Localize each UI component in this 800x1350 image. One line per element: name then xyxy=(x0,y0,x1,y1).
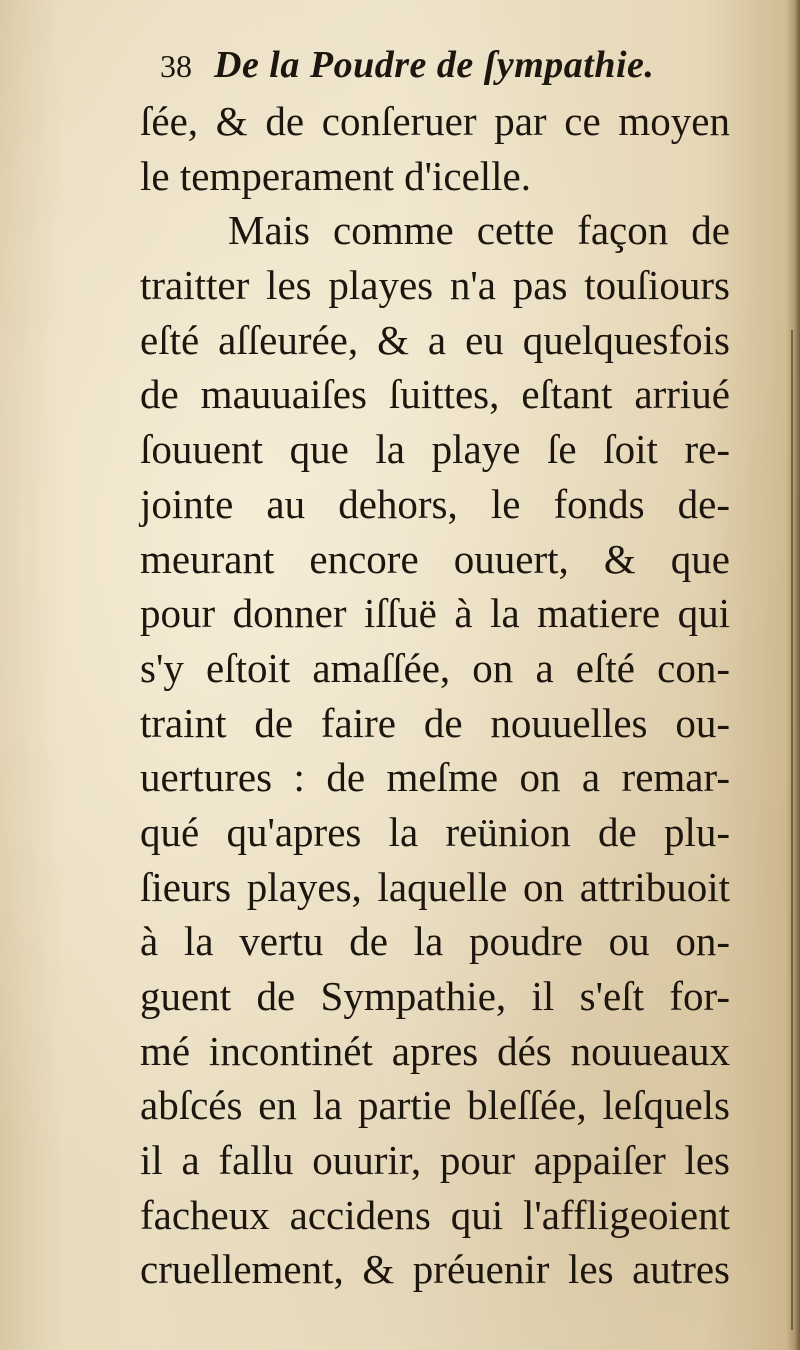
text-line-11: s'y eſtoit amaſſée, on a eſté con- xyxy=(140,644,730,691)
text-line-14: qué qu'apres la reünion de plu- xyxy=(140,808,730,855)
text-line-3: Mais comme cette façon de xyxy=(228,207,730,254)
text-line-17: guent de Sympathie, il s'eſt for- xyxy=(140,973,730,1019)
text-line-2: le temperament d'icelle. xyxy=(140,152,532,199)
text-line-4: traitter les playes n'a pas touſiours xyxy=(140,262,730,309)
text-line-9: meurant encore ouuert, & que xyxy=(140,535,730,582)
page-edge-shadow xyxy=(786,0,800,1350)
text-block xyxy=(140,36,740,1297)
text-line-13: uertures : de meſme on a remar- xyxy=(140,754,730,801)
text-line-10: pour donner iſſuë à la matiere qui xyxy=(140,590,730,637)
text-line-18: mé incontinét apres dés nouueaux xyxy=(140,1027,730,1074)
page-header xyxy=(160,36,740,94)
text-line-12: traint de faire de nouuelles ou- xyxy=(140,699,730,746)
text-line-8: jointe au dehors, le fonds de- xyxy=(140,480,730,527)
text-line-19: abſcés en la partie bleſſée, leſquels xyxy=(140,1082,730,1129)
page-number: 38 xyxy=(160,48,192,84)
text-line-22: cruellement, & préuenir les autres xyxy=(140,1246,730,1293)
running-head: De la Poudre de ſympathie. xyxy=(214,44,655,86)
text-line-20: il a fallu ouurir, pour appaiſer les xyxy=(140,1137,730,1184)
text-line-15: ſieurs playes, laquelle on attribuoit xyxy=(140,863,730,910)
text-line-21: facheux accidens qui l'affligeoient xyxy=(140,1191,730,1238)
page-edge-line xyxy=(791,330,793,1330)
text-line-1: ſée, & de conſeruer par ce moyen xyxy=(140,98,730,144)
text-line-7: ſouuent que la playe ſe ſoit re- xyxy=(140,426,730,473)
text-line-16: à la vertu de la poudre ou on- xyxy=(140,918,730,965)
text-line-6: de mauuaiſes ſuittes, eſtant arriué xyxy=(140,371,730,418)
text-line-5: eſté aſſeurée, & a eu quelquesfois xyxy=(140,316,730,363)
